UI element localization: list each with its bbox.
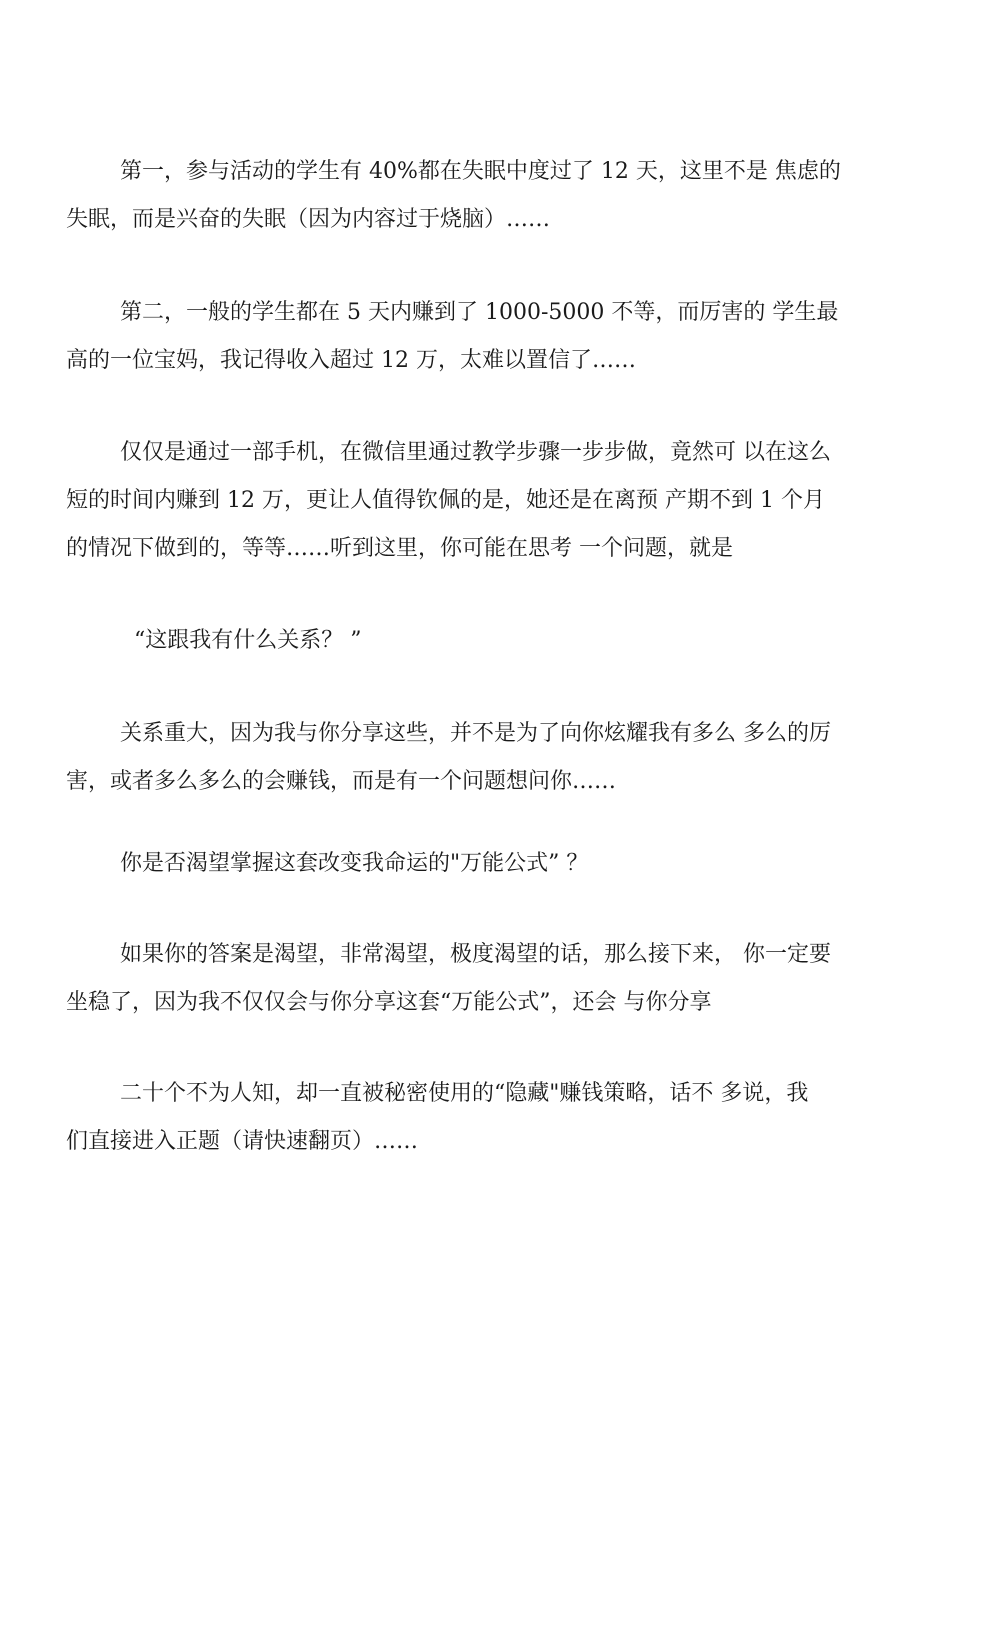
- text-line: 仅仅是通过一部手机，在微信里通过教学步骤一步步做，竟然可 以在这么: [120, 440, 831, 465]
- text-line: 的情况下做到的，等等……听到这里，你可能在思考 一个问题，就是: [66, 536, 733, 561]
- paragraph-6: [66, 840, 928, 888]
- paragraph-3: [66, 429, 928, 573]
- text-line: 第一，参与活动的学生有 40%都在失眠中度过了 12 天，这里不是 焦虑的: [120, 159, 841, 184]
- text-line: 第二，一般的学生都在 5 天内赚到了 1000-5000 不等，而厉害的 学生最: [120, 300, 839, 325]
- text-line: 二十个不为人知，却一直被秘密使用的“隐藏"赚钱策略，话不 多说，我: [120, 1081, 809, 1106]
- text-line: 害，或者多么多么的会赚钱，而是有一个问题想问你……: [66, 769, 617, 794]
- paragraph-5: [66, 710, 928, 806]
- paragraph-7: [66, 931, 928, 1027]
- text-line: 如果你的答案是渴望，非常渴望，极度渴望的话，那么接下来， 你一定要: [120, 942, 831, 967]
- text-line: 失眠，而是兴奋的失眠（因为内容过于烧脑）……: [66, 207, 551, 232]
- text-line: 短的时间内赚到 12 万，更让人值得钦佩的是，她还是在离预 产期不到 1 个月: [66, 488, 825, 513]
- text-line: 关系重大，因为我与你分享这些，并不是为了向你炫耀我有多么 多么的厉: [120, 721, 831, 746]
- text-line: 们直接进入正题（请快速翻页）……: [66, 1129, 419, 1154]
- text-line: “这跟我有什么关系？ ”: [134, 628, 362, 653]
- text-line: 坐稳了，因为我不仅仅会与你分享这套“万能公式”，还会 与你分享: [66, 990, 712, 1015]
- paragraph-2: [66, 289, 928, 385]
- paragraph-8: [66, 1070, 928, 1166]
- paragraph-4: [66, 617, 928, 665]
- text-line: 你是否渴望掌握这套改变我命运的"万能公式” ？: [120, 851, 589, 876]
- paragraph-1: [66, 148, 928, 244]
- text-line: 高的一位宝妈，我记得收入超过 12 万，太难以置信了……: [66, 348, 636, 373]
